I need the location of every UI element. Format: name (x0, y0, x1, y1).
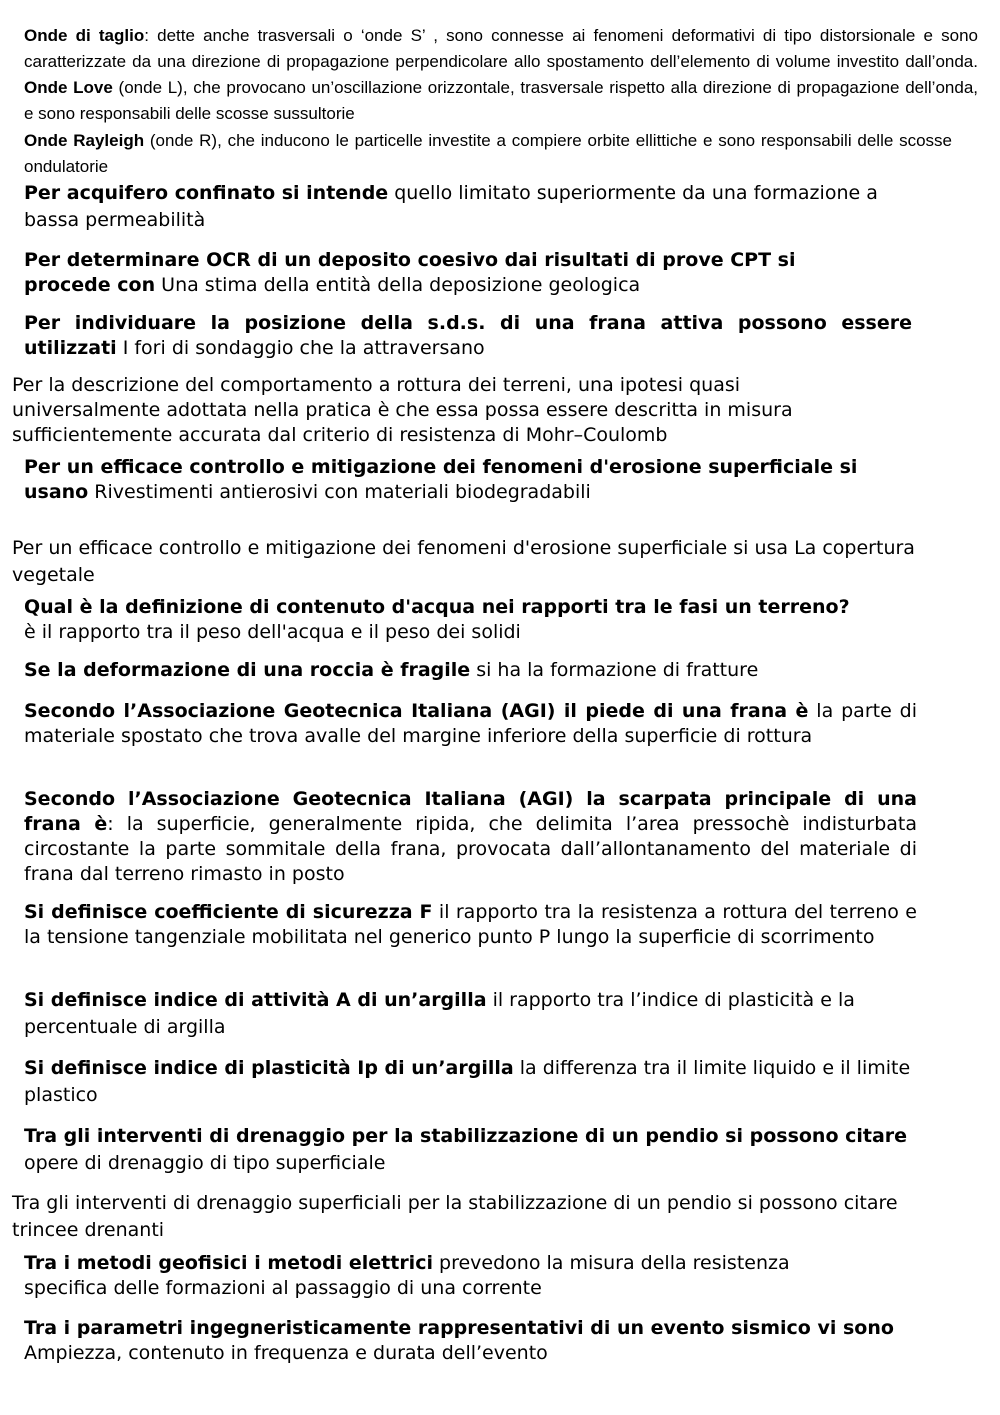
paragraph-agi-scarpata (24, 787, 917, 887)
paragraph-agi-piede (24, 699, 917, 749)
definition: (onde R), che inducono le particelle investite a compiere orbite ellittiche e sono responsabili delle scosse ondulatorie (24, 131, 952, 176)
definition: : dette anche trasversali o ‘onde S’ , sono connesse ai fenomeni deformativi di tipo distorsionale e sono caratterizzate da una direzione di propagazione perpendicolare allo spostamento dell’elemento di volume investito dall’onda. (24, 26, 978, 71)
term: Qual è la definizione di contenuto d'acqua nei rapporti tra le fasi un terreno? (24, 596, 850, 618)
term: Si definisce coefficiente di sicurezza F (24, 901, 433, 923)
definition: Ampiezza, contenuto in frequenza e durata dell’evento (24, 1342, 548, 1364)
definition: opere di drenaggio di tipo superficiale (24, 1152, 386, 1174)
definition: il rapporto tra l’indice di plasticità e la percentuale di argilla (24, 989, 855, 1038)
term: Per individuare la posizione della s.d.s. di una frana attiva possono essere utilizzati (24, 312, 912, 359)
paragraph-ocr-cpt (24, 248, 874, 298)
paragraph-drenaggio-superficiale (24, 1123, 974, 1177)
text: Per un efficace controllo e mitigazione dei fenomeni d'erosione superficiale si usa La copertura vegetale (12, 537, 915, 586)
definition: la differenza tra il limite liquido e il limite plastico (24, 1057, 911, 1106)
term: Per un efficace controllo e mitigazione dei fenomeni d'erosione superficiale si usano (24, 456, 858, 503)
definition: il rapporto tra la resistenza a rottura del terreno e la tensione tangenziale mobilitata nel generico punto P lungo la superficie di scorrimento (24, 901, 917, 948)
term: Se la deformazione di una roccia è fragile (24, 659, 471, 681)
paragraph-erosione-copertura (12, 535, 987, 589)
paragraph-erosione-rivestimenti (24, 455, 904, 505)
term: Onde Rayleigh (24, 131, 145, 150)
paragraph-coefficiente-sicurezza (24, 900, 917, 950)
term: Secondo l’Associazione Geotecnica Italiana (AGI) il piede di una frana è (24, 700, 809, 722)
term: Per acquifero confinato si intende (24, 182, 389, 204)
paragraph-roccia-fragile (24, 658, 964, 683)
definition: prevedono la misura della resistenza specifica delle formazioni al passaggio di una corrente (24, 1252, 790, 1299)
term: Onde Love (24, 78, 113, 97)
paragraph-indice-plasticita (24, 1055, 974, 1109)
text: Tra gli interventi di drenaggio superficiali per la stabilizzazione di un pendio si possono citare trincee drenanti (12, 1192, 898, 1241)
definition: Rivestimenti antierosivi con materiali biodegradabili (88, 481, 591, 503)
paragraph-acquifero-confinato (24, 180, 939, 234)
term: Tra i metodi geofisici i metodi elettrici (24, 1252, 433, 1274)
definition: la parte di materiale spostato che trova avalle del margine inferiore della superficie di rottura (24, 700, 917, 747)
paragraph-metodi-elettrici (24, 1251, 859, 1301)
definition: quello limitato superiormente da una formazione a bassa permeabilità (24, 182, 878, 231)
term: Onde di taglio (24, 26, 145, 45)
paragraph-trincee-drenanti (12, 1190, 967, 1244)
definition: (onde L), che provocano un’oscillazione orizzontale, trasversale rispetto alla direzione di propagazione dell’onda, e sono responsabili delle scosse sussultorie (24, 78, 978, 123)
paragraph-onde-rayleigh (24, 128, 952, 180)
term: Per determinare OCR di un deposito coesivo dai risultati di prove CPT si procede con (24, 249, 796, 296)
definition: Una stima della entità della deposizione geologica (155, 274, 641, 296)
paragraph-sds-frana (24, 311, 912, 361)
term: Tra i parametri ingegneristicamente rappresentativi di un evento sismico vi sono (24, 1317, 894, 1339)
term: Secondo l’Associazione Geotecnica Italiana (AGI) la scarpata principale di una frana è (24, 788, 917, 835)
definition: si ha la formazione di fratture (470, 659, 759, 681)
text: Per la descrizione del comportamento a rottura dei terreni, una ipotesi quasi universalmente adottata nella pratica è che essa possa essere descritta in misura sufficientemente accurata dal criterio di resistenza di Mohr–Coulomb (12, 374, 793, 446)
definition: I fori di sondaggio che la attraversano (116, 337, 485, 359)
paragraph-onde-di-taglio (24, 23, 978, 127)
paragraph-mohr-coulomb (12, 373, 852, 448)
definition: è il rapporto tra il peso dell'acqua e il peso dei solidi (24, 621, 521, 643)
term: Si definisce indice di plasticità Ip di un’argilla (24, 1057, 514, 1079)
paragraph-contenuto-acqua (24, 595, 964, 645)
paragraph-indice-attivita (24, 987, 929, 1041)
term: Si definisce indice di attività A di un’argilla (24, 989, 487, 1011)
paragraph-evento-sismico (24, 1316, 909, 1366)
definition: : la superficie, generalmente ripida, che delimita l’area pressochè indisturbata circostante la parte sommitale della frana, provocata dall’allontanamento del materiale di frana dal terreno rimasto in posto (24, 813, 917, 885)
term: Tra gli interventi di drenaggio per la stabilizzazione di un pendio si possono citare (24, 1125, 908, 1147)
